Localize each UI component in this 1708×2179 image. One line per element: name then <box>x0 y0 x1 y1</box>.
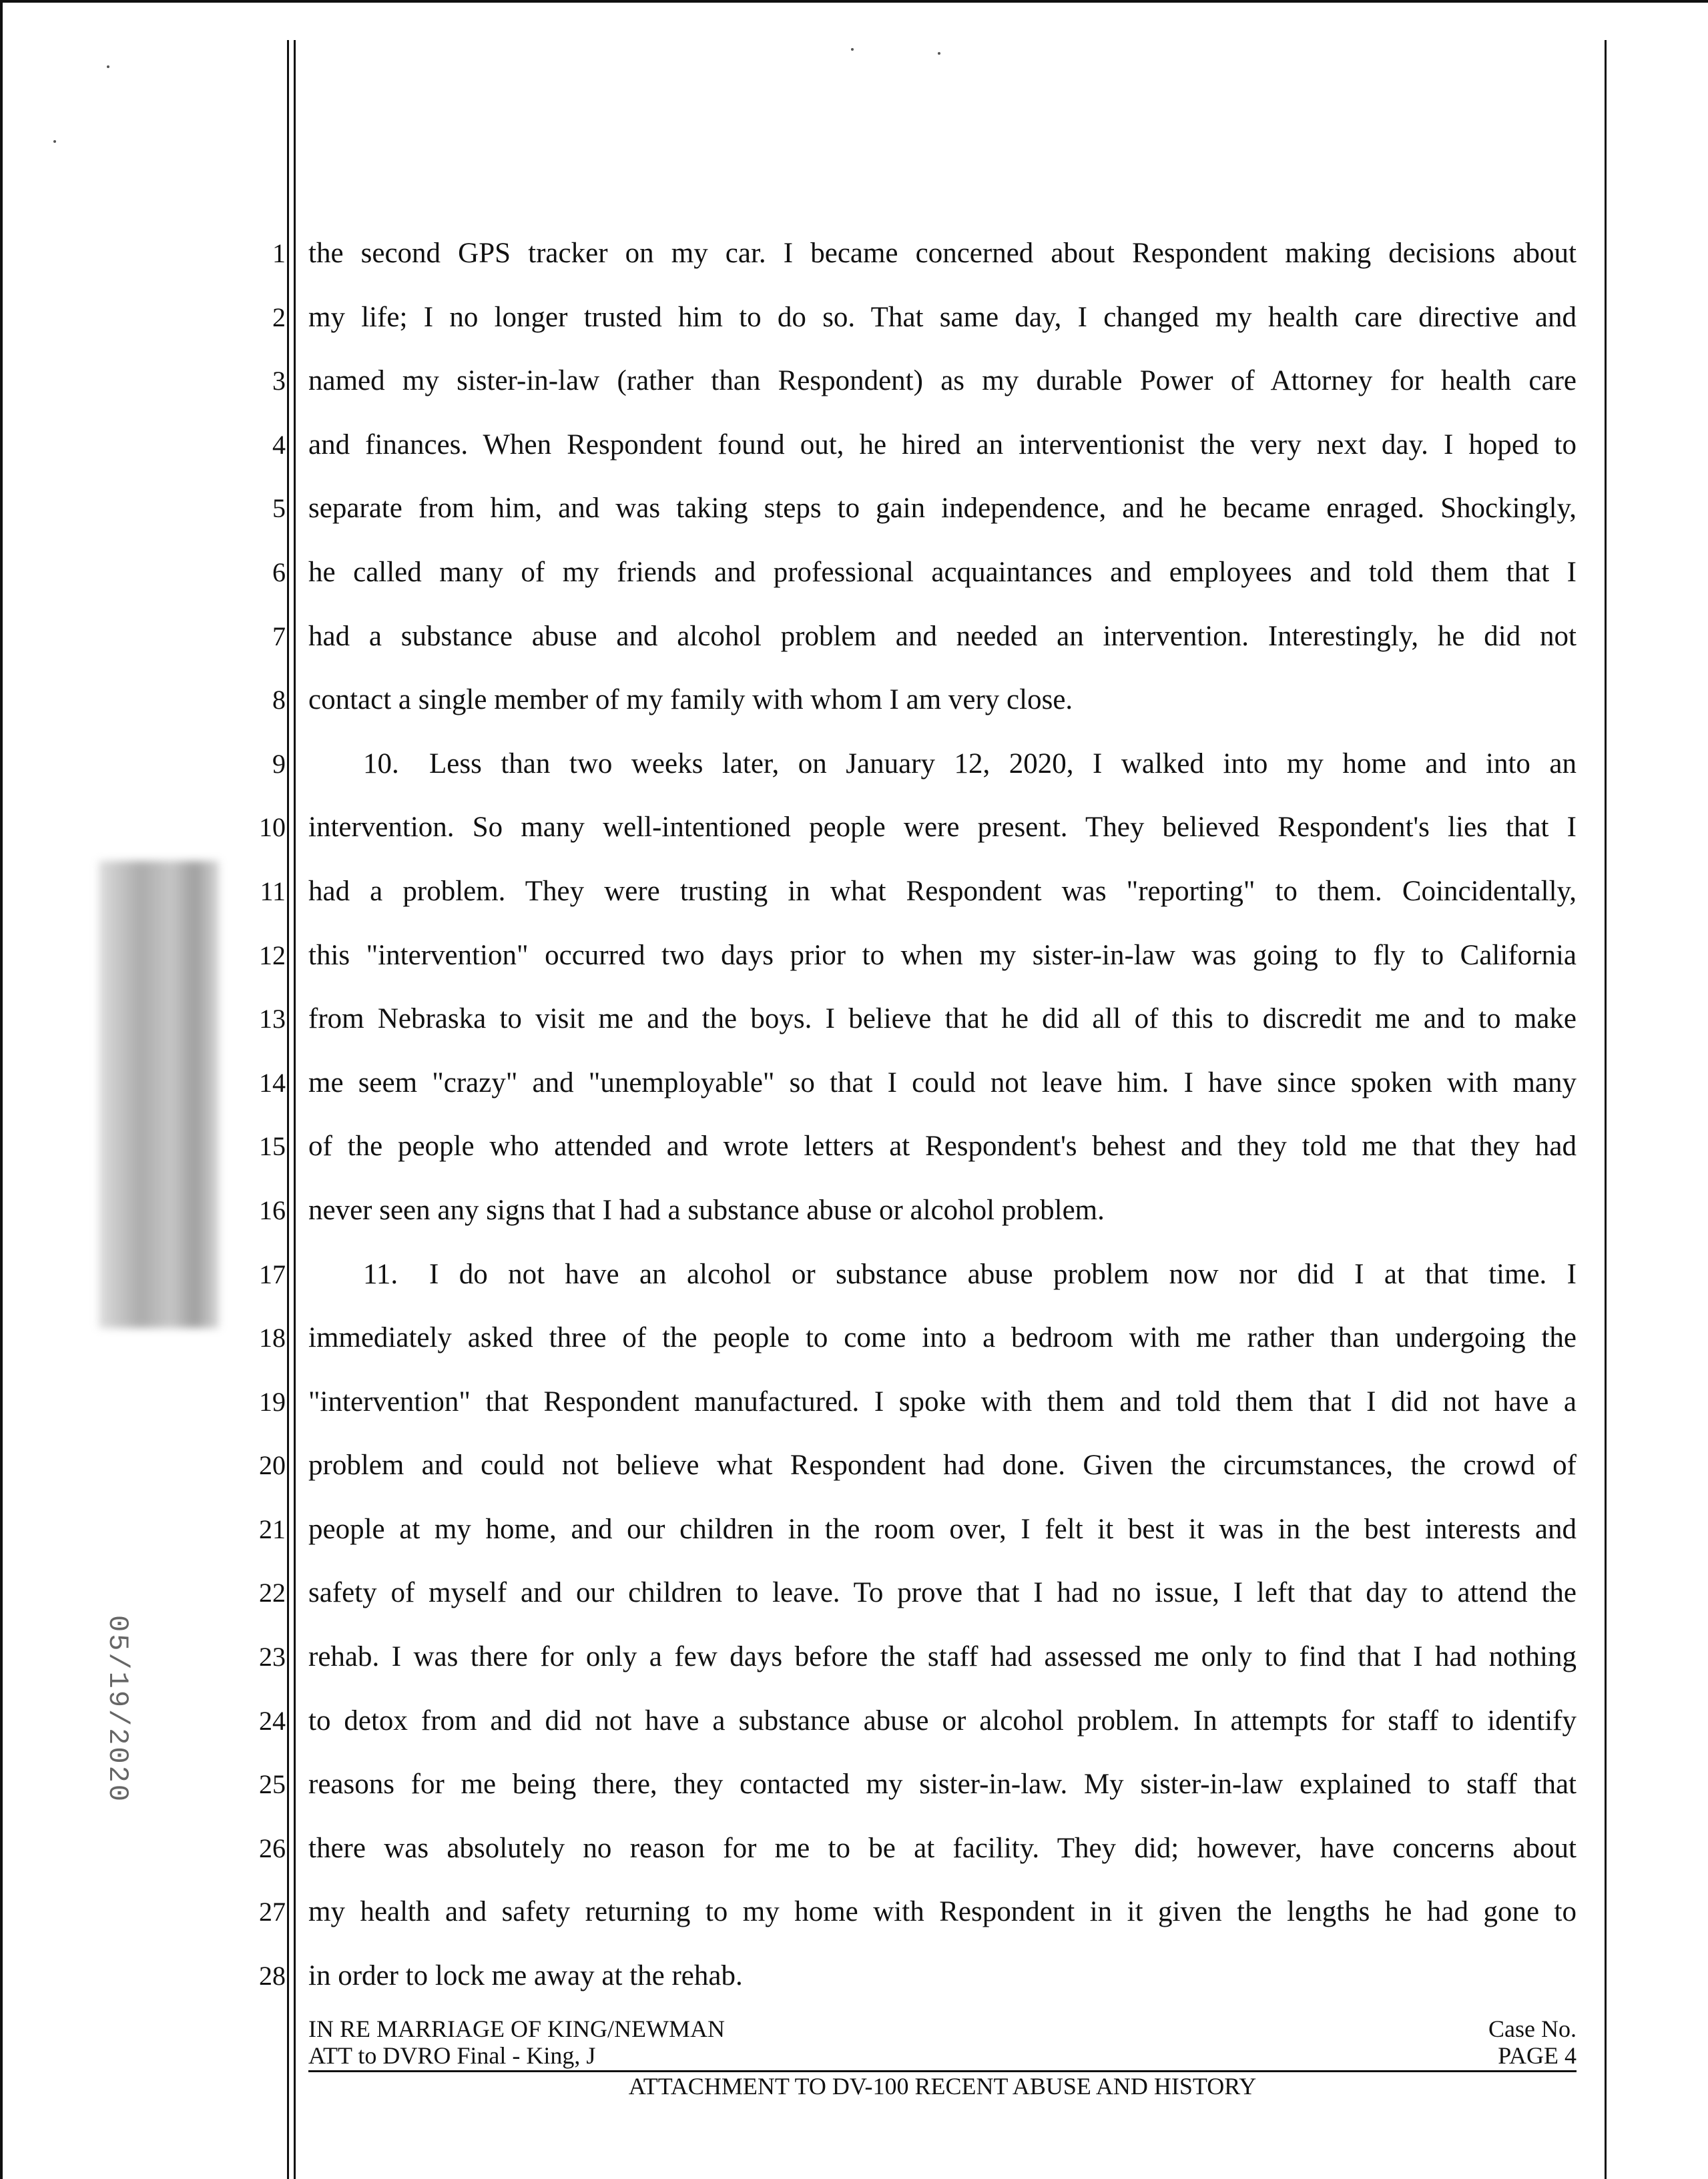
body-line: in order to lock me away at the rehab. <box>308 1960 743 1992</box>
body-line: from Nebraska to visit me and the boys. I believe that he did all of this to discredit me and to make <box>308 1003 1577 1035</box>
line-number: 2 <box>272 302 286 332</box>
page-left-border <box>0 0 3 2179</box>
line-number: 21 <box>259 1514 286 1544</box>
body-line: intervention. So many well-intentioned people were present. They believed Respondent's lies that I <box>308 812 1577 844</box>
line-number: 18 <box>259 1323 286 1353</box>
paragraph-number: 11. <box>363 1258 398 1290</box>
page-number: PAGE 4 <box>1498 2042 1577 2069</box>
body-line: rehab. I was there for only a few days before the staff had assessed me only to find that I had nothing <box>308 1641 1577 1673</box>
line-number: 26 <box>259 1833 286 1863</box>
paragraph-number: 10. <box>363 747 399 780</box>
line-number: 11 <box>260 876 286 906</box>
line-number: 1 <box>272 238 286 268</box>
filing-date-stamp: 05/19/2020 <box>101 1615 133 1804</box>
line-numbers <box>227 236 286 2023</box>
declaration-body <box>308 236 1577 2023</box>
body-line: reasons for me being there, they contacted my sister-in-law. My sister-in-law explained to staff that <box>308 1769 1577 1801</box>
body-line-text: I do not have an alcohol or substance abuse problem now nor did I at that time. I <box>429 1258 1577 1290</box>
case-number-label: Case No. <box>1488 2015 1577 2042</box>
footer-row-1 <box>308 2015 1577 2042</box>
line-number: 22 <box>259 1578 286 1608</box>
body-line: there was absolutely no reason for me to be at facility. They did; however, have concerns about <box>308 1832 1577 1864</box>
page-footer <box>308 2015 1577 2100</box>
line-number: 8 <box>272 685 286 715</box>
body-line: "intervention" that Respondent manufactured. I spoke with them and told them that I did not have a <box>308 1385 1577 1418</box>
body-line: to detox from and did not have a substance abuse or alcohol problem. In attempts for staff to identify <box>308 1704 1577 1737</box>
line-number: 28 <box>259 1961 286 1991</box>
scan-speck <box>851 48 854 51</box>
body-line: me seem "crazy" and "unemployable" so that I could not leave him. I have since spoken with many <box>308 1066 1577 1099</box>
line-number: 27 <box>259 1897 286 1927</box>
body-line: never seen any signs that I had a substance abuse or alcohol problem. <box>308 1194 1105 1226</box>
body-line: named my sister-in-law (rather than Respondent) as my durable Power of Attorney for health care <box>308 365 1577 397</box>
body-line: the second GPS tracker on my car. I became concerned about Respondent making decisions about <box>308 238 1577 269</box>
line-number: 9 <box>272 748 286 779</box>
scan-speck <box>938 52 940 55</box>
left-margin-rule-outer <box>287 40 289 2179</box>
line-number: 3 <box>272 366 286 396</box>
line-number: 19 <box>259 1386 286 1417</box>
scan-speck <box>53 140 56 143</box>
line-number: 4 <box>272 429 286 460</box>
line-number: 12 <box>259 940 286 970</box>
footer-row-2 <box>308 2042 1577 2069</box>
document-title: ATT to DVRO Final - King, J <box>308 2042 596 2069</box>
line-number: 7 <box>272 621 286 651</box>
line-number: 24 <box>259 1705 286 1736</box>
body-line: this "intervention" occurred two days prior to when my sister-in-law was going to fly to California <box>308 939 1577 971</box>
scan-speck <box>107 65 109 68</box>
attachment-title: ATTACHMENT TO DV-100 RECENT ABUSE AND HISTORY <box>628 2073 1257 2100</box>
body-line: problem and could not believe what Respondent had done. Given the circumstances, the crowd of <box>308 1450 1577 1482</box>
line-number: 13 <box>259 1004 286 1034</box>
right-margin-rule <box>1605 40 1607 2179</box>
body-line: people at my home, and our children in the room over, I felt it best it was in the best interests and <box>308 1513 1577 1545</box>
line-number: 14 <box>259 1067 286 1098</box>
body-line: of the people who attended and wrote letters at Respondent's behest and they told me that they had <box>308 1131 1577 1163</box>
line-number: 25 <box>259 1769 286 1800</box>
line-number: 16 <box>259 1195 286 1225</box>
body-line-text: Less than two weeks later, on January 12, 2020, I walked into my home and into an <box>429 747 1577 780</box>
line-number: 10 <box>259 812 286 843</box>
body-line: separate from him, and was taking steps to gain independence, and he became enraged. Shockingly, <box>308 493 1577 525</box>
body-line: contact a single member of my family with whom I am very close. <box>308 684 1073 716</box>
line-number: 23 <box>259 1642 286 1672</box>
line-number: 15 <box>259 1131 286 1162</box>
body-line: and finances. When Respondent found out, he hired an interventionist the very next day. I hoped to <box>308 428 1577 460</box>
body-line: my life; I no longer trusted him to do so. That same day, I changed my health care directive and <box>308 301 1577 333</box>
body-line: my health and safety returning to my home with Respondent in it given the lengths he had gone to <box>308 1896 1577 1928</box>
paragraph-11-first-line <box>308 1257 1577 1321</box>
body-line: had a substance abuse and alcohol problem and needed an intervention. Interestingly, he did not <box>308 620 1577 652</box>
line-number: 17 <box>259 1259 286 1289</box>
body-line: he called many of my friends and professional acquaintances and employees and told them that I <box>308 556 1577 588</box>
line-number: 20 <box>259 1450 286 1481</box>
left-margin-rule-inner <box>294 40 296 2179</box>
body-line: immediately asked three of the people to come into a bedroom with me rather than undergoing the <box>308 1322 1577 1354</box>
case-title: IN RE MARRIAGE OF KING/NEWMAN <box>308 2015 725 2042</box>
paragraph-10-first-line <box>308 747 1577 811</box>
page-top-border <box>0 0 1708 3</box>
line-number: 5 <box>272 493 286 524</box>
body-line: safety of myself and our children to leave. To prove that I had no issue, I left that day to attend the <box>308 1577 1577 1609</box>
line-number: 6 <box>272 557 286 587</box>
redacted-blur-region <box>99 861 219 1328</box>
body-line: had a problem. They were trusting in what Respondent was "reporting" to them. Coincidentally, <box>308 875 1577 907</box>
